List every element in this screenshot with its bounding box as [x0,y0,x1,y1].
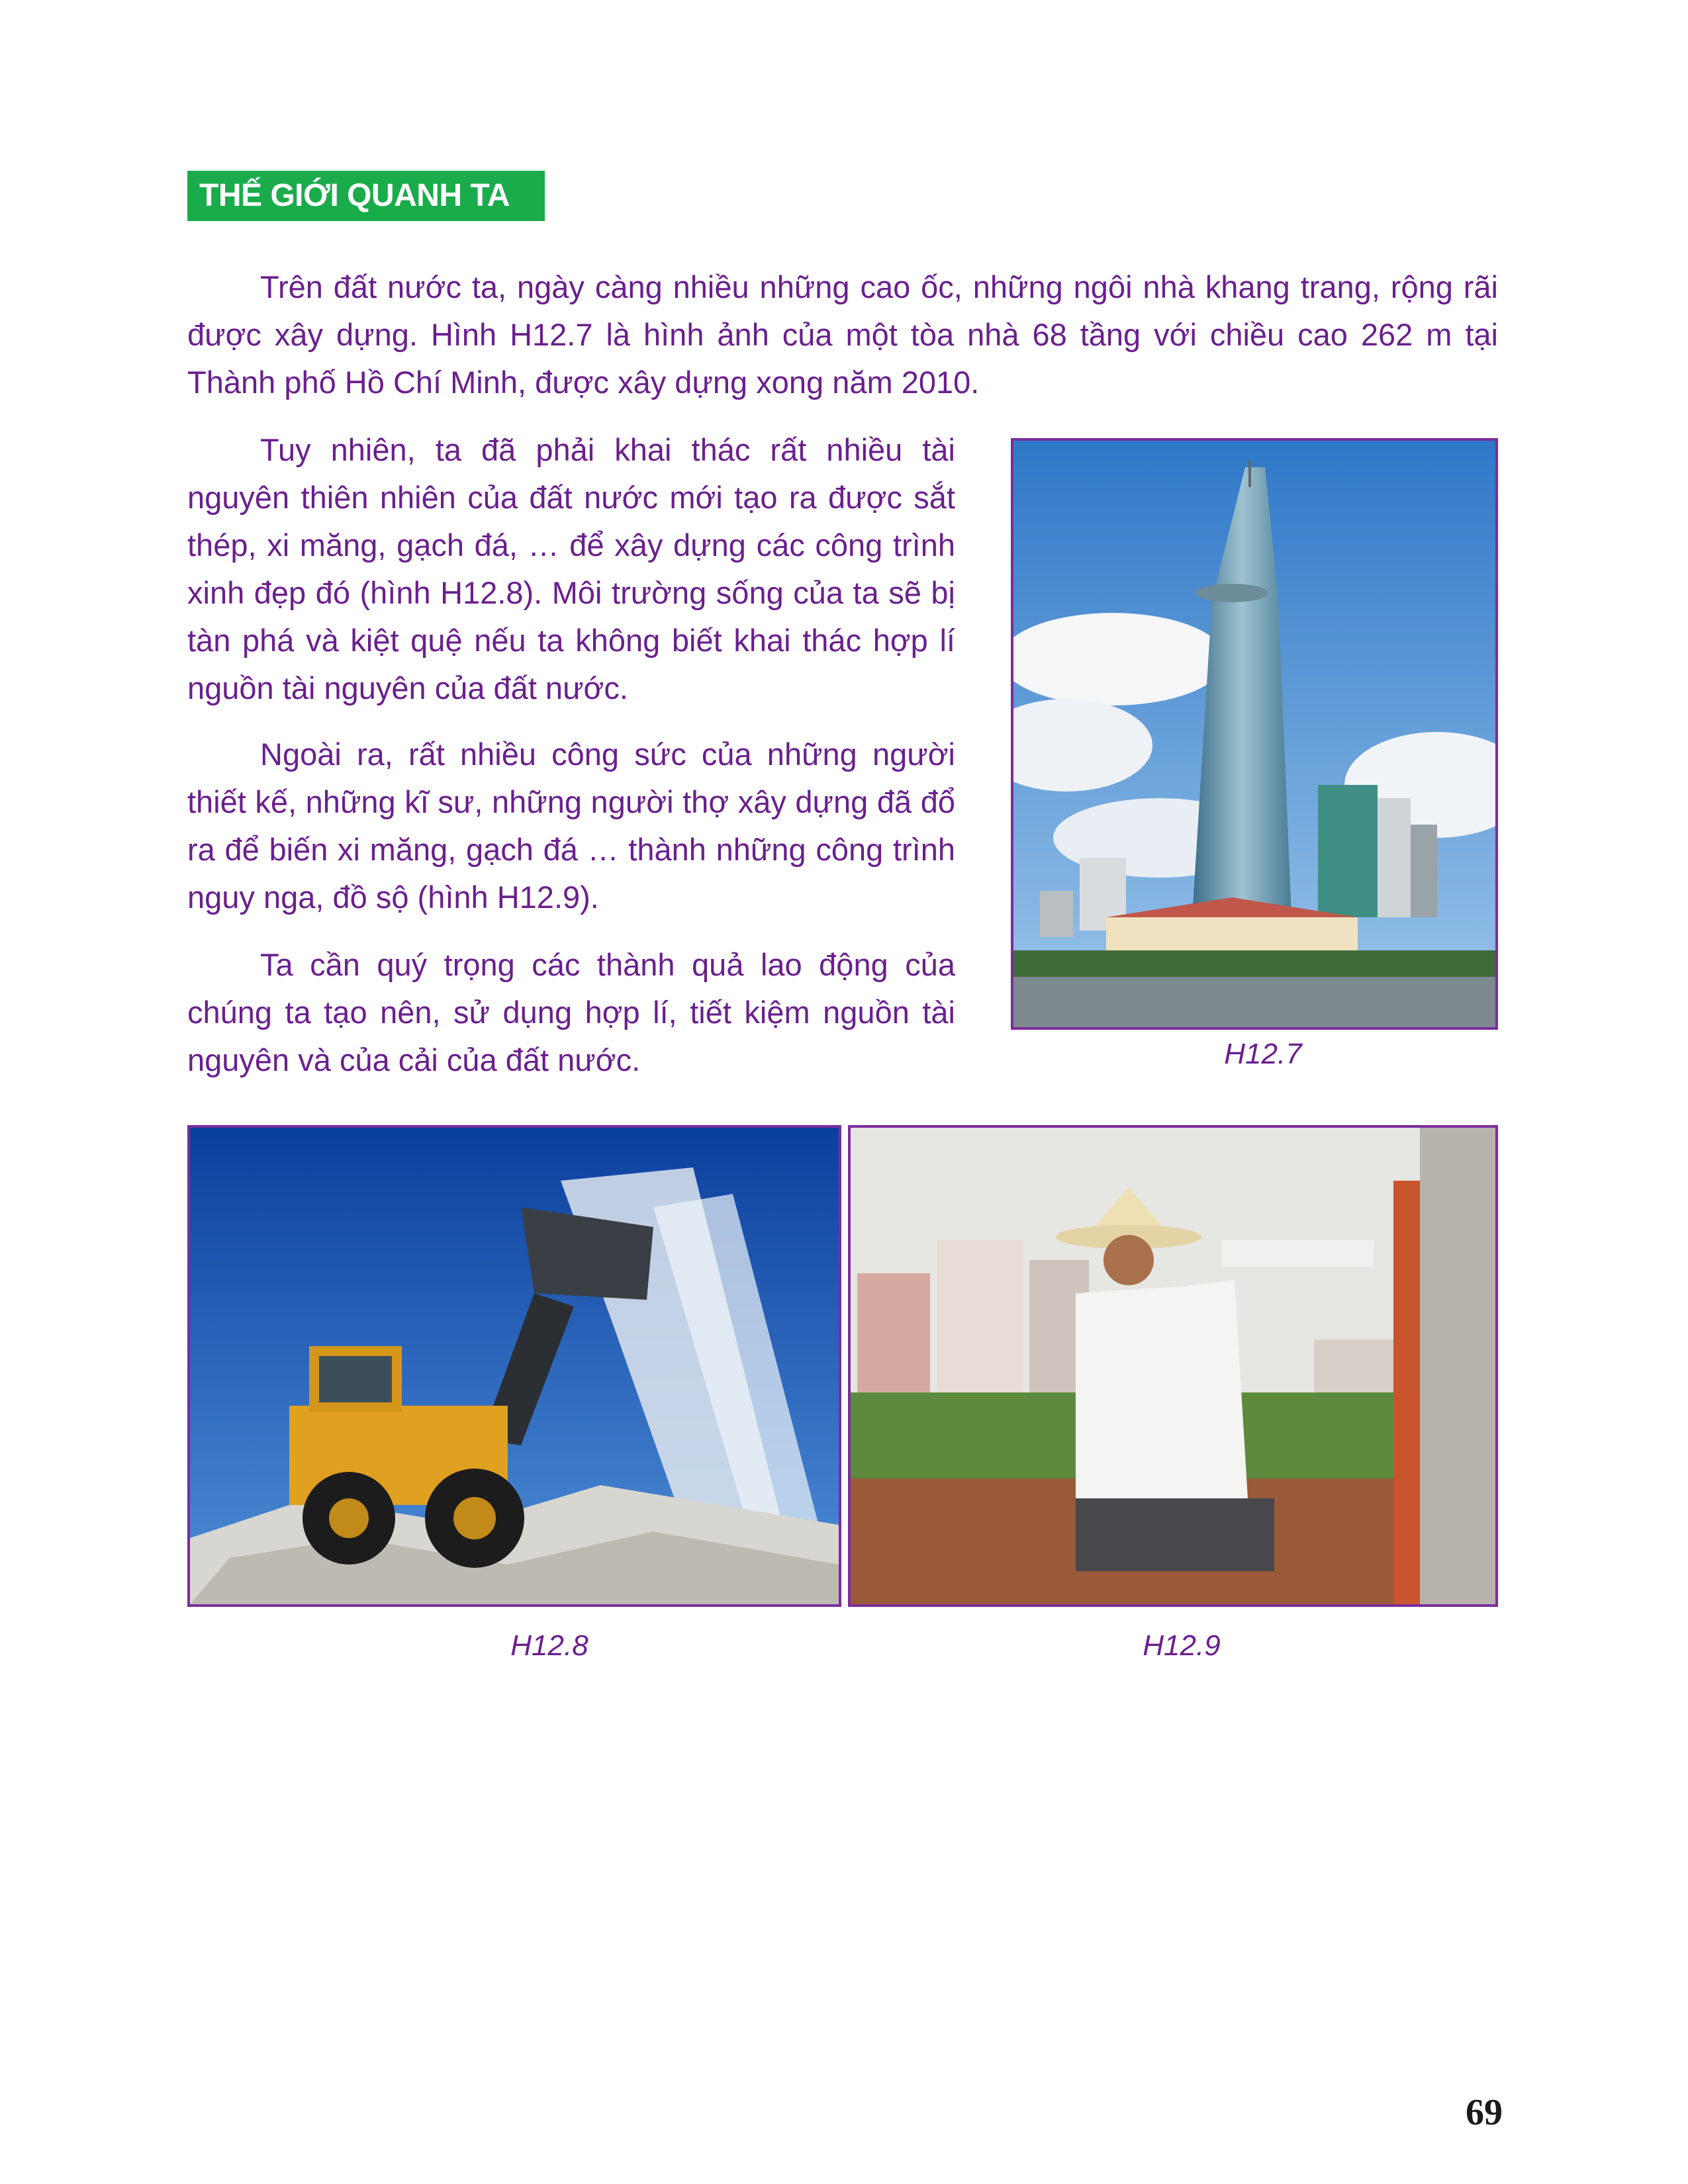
caption-h12-7: H12.7 [1224,1038,1302,1070]
paragraph-resources: Tuy nhiên, ta đã phải khai thác rất nhiều tài nguyên thiên nhiên của đất nước mới tạo ra được sắt thép, xi măng, gạch đá, … để xây dựng các công trình xinh đẹp đó (hình H12.8). Môi trường sống của ta sẽ bị tàn phá và kiệt quệ nếu ta không biết khai thác hợp lí nguồn tài nguyên của đất nước. [187,432,955,705]
paragraph-intro: Trên đất nước ta, ngày càng nhiều những cao ốc, những ngôi nhà khang trang, rộng rãi được xây dựng. Hình H12.7 là hình ảnh của một tòa nhà 68 tầng với chiều cao 262 m tại Thành phố Hồ Chí Minh, được xây dựng xong năm 2010. [187,269,1498,400]
page-number: 69 [1466,2092,1503,2133]
paragraph-conclusion: Ta cần quý trọng các thành quả lao động của chúng ta tạo nên, sử dụng hợp lí, tiết kiệm nguồn tài nguyên và của cải của đất nước. [187,947,955,1077]
caption-h12-9: H12.9 [1143,1629,1221,1662]
section-heading: THẾ GIỚI QUANH TA [187,171,545,221]
paragraph-labor: Ngoài ra, rất nhiều công sức của những người thiết kế, những kĩ sư, những người thợ xây dựng đã đổ ra để biến xi măng, gạch đá … thành những công trình nguy nga, đồ sộ (hình H12.9). [187,737,955,915]
photo-wheel-loader [187,1125,841,1607]
photo-mason-worker [848,1125,1498,1607]
caption-h12-8: H12.8 [510,1629,588,1662]
photo-skyscraper [1011,438,1498,1030]
